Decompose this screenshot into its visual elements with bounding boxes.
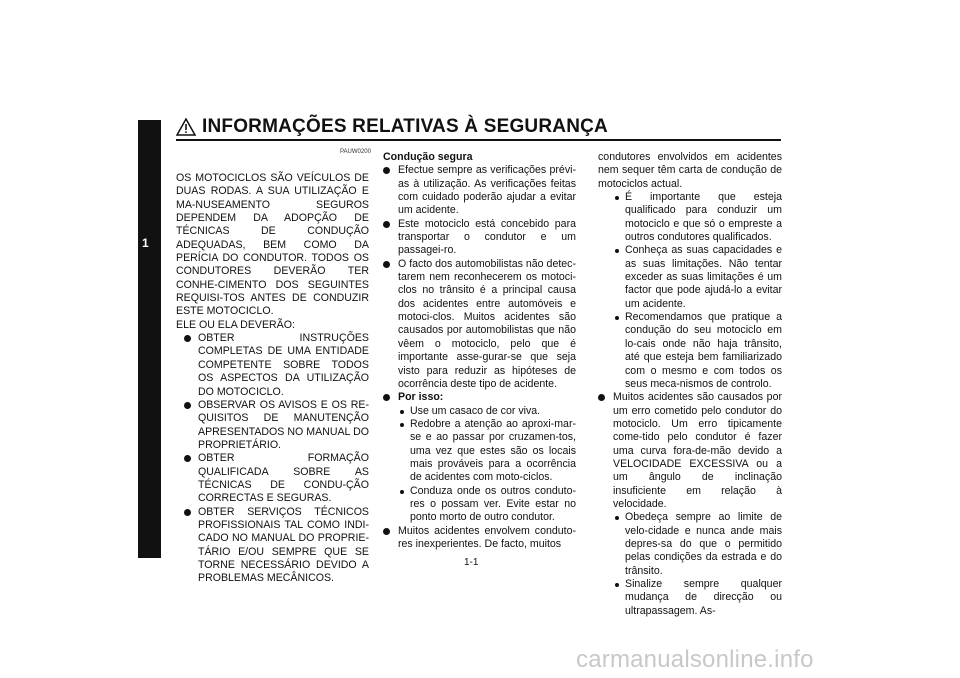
page-title	[176, 116, 781, 138]
sub-list-item: Sinalize sempre qualquer mudança de direcção ou ultrapassagem. As-	[613, 578, 782, 618]
bullet-icon	[598, 394, 605, 401]
continued-paragraph: condutores envolvidos em acidentes nem sequer têm carta de condução de motociclos actual.	[598, 151, 782, 190]
list-item: OBTER INSTRUÇÕES COMPLETAS DE UMA ENTIDADE COMPETENTE SOBRE TODOS OS ASPECTOS DA UTILIZAÇÃO DO MOTOCICLO.	[176, 332, 369, 399]
sub-bullet-icon	[615, 583, 619, 587]
column-3	[598, 151, 782, 618]
sub-list-item: Recomendamos que pratique a condução do seu motociclo em lo-cais onde não haja trânsito, até que esteja bem familiarizado com o mesmo e com todos os seus meca-nismos de controlo.	[613, 311, 782, 391]
bullet-icon	[383, 528, 390, 535]
list-item: Por isso:	[383, 391, 576, 404]
sub-list-item: É importante que esteja qualificado para conduzir um motociclo e que só o empreste a outros condutores qualificados.	[613, 191, 782, 244]
list-item: Este motociclo está concebido para transportar o condutor e um passagei-ro.	[383, 218, 576, 258]
list-item: Muitos acidentes envolvem conduto-res inexperientes. De facto, muitos	[383, 525, 576, 552]
column-1	[176, 172, 369, 586]
sub-bullet-icon	[400, 490, 404, 494]
list-item: OBTER SERVIÇOS TÉCNICOS PROFISSIONAIS TAL COMO INDI-CADO NO MANUAL DO PROPRIE-TÁRIO E/OU SEMPRE QUE SE TORNE NECESSÁRIO DEVIDO A PROBLEMAS MECÂNICOS.	[176, 506, 369, 586]
list-item: O facto dos automobilistas não detec-tarem nem reconhecerem os motoci-clos no trânsito é a principal causa dos acidentes entre automóveis e motoci-clos. Muitos acidentes são causados por automobilistas que não vêem o motociclo, pelo que é importante asse-gurar-se que seja visto para reduzir as hipóteses de ocorrência deste tipo de acidente.	[383, 258, 576, 391]
bullet-icon	[184, 455, 191, 462]
bullet-icon	[383, 394, 390, 401]
sub-bullet-icon	[615, 249, 619, 253]
bullet-icon	[383, 221, 390, 228]
sub-list-item: Redobre a atenção ao aproxi-mar-se e ao passar por cruzamen-tos, uma vez que estes são os locais mais prováveis para a ocorrência de acidentes com moto-ciclos.	[398, 418, 576, 485]
chapter-number: 1	[142, 236, 149, 250]
sub-bullet-icon	[400, 410, 404, 414]
list-item: OBSERVAR OS AVISOS E OS RE-QUISITOS DE MANUTENÇÃO APRESENTADOS NO MANUAL DO PROPRIETÁRIO.	[176, 399, 369, 452]
sub-bullet-icon	[615, 196, 619, 200]
page-title-text: INFORMAÇÕES RELATIVAS À SEGURANÇA	[202, 116, 608, 137]
bullet-icon	[383, 261, 390, 268]
sub-list-item: Conduza onde os outros conduto-res o possam ver. Evite estar no ponto morto de outro condutor.	[398, 485, 576, 525]
lead-text: ELE OU ELA DEVERÃO:	[176, 318, 295, 331]
bullet-icon	[383, 167, 390, 174]
sub-bullet-icon	[615, 316, 619, 320]
warning-triangle-icon	[176, 118, 196, 136]
watermark: carmanualsonline.info	[576, 646, 814, 673]
section-code: PAUW0200	[340, 149, 371, 155]
column-2	[383, 151, 576, 551]
bullet-icon	[184, 402, 191, 409]
chapter-tab	[138, 120, 161, 558]
title-divider	[176, 139, 781, 141]
sub-bullet-icon	[615, 516, 619, 520]
sub-list-item: Use um casaco de cor viva.	[398, 405, 576, 418]
list-item: OBTER FORMAÇÃO QUALIFICADA SOBRE AS TÉCNICAS DE CONDU-ÇÃO CORRECTAS E SEGURAS.	[176, 452, 369, 505]
bullet-icon	[184, 335, 191, 342]
sub-bullet-icon	[400, 423, 404, 427]
list-item: Efectue sempre as verificações prévi-as à utilização. As verificações feitas com cuidado poderão ajudar a evitar um acidente.	[383, 164, 576, 217]
sub-list-item: Conheça as suas capacidades e as suas limitações. Não tentar exceder as suas limitações é um factor que pode ajudá-lo a evitar um acidente.	[613, 244, 782, 311]
sub-list-item: Obedeça sempre ao limite de velo-cidade e nunca ande mais depres-sa do que o permitido pelas condições da estrada e do trânsito.	[613, 511, 782, 578]
bullet-icon	[184, 509, 191, 516]
intro-paragraph: OS MOTOCICLOS SÃO VEÍCULOS DE DUAS RODAS. A SUA UTILIZAÇÃO E MA-NUSEAMENTO SEGUROS DEPENDEM DA ADOPÇÃO DE TÉCNICAS DE CONDUÇÃO ADEQUADAS, BEM COMO DA PERÍCIA DO CONDUTOR. TODOS OS CONDUTORES DEVERÃO TER CONHE-CIMENTO DOS SEGUINTES REQUISI-TOS ANTES DE CONDUZIR ESTE MOTOCICLO.	[176, 172, 369, 318]
page-number: 1-1	[464, 557, 479, 568]
list-item: Muitos acidentes são causados por um erro cometido pelo condutor do motociclo. Um erro tipicamente come-tido pelo condutor é fazer uma curva fora-de-mão devido a VELOCIDADE EXCESSIVA ou a um ângulo de inclinação insuficiente em relação à velocidade.	[598, 391, 782, 511]
section-heading: Condução segura	[383, 151, 473, 163]
